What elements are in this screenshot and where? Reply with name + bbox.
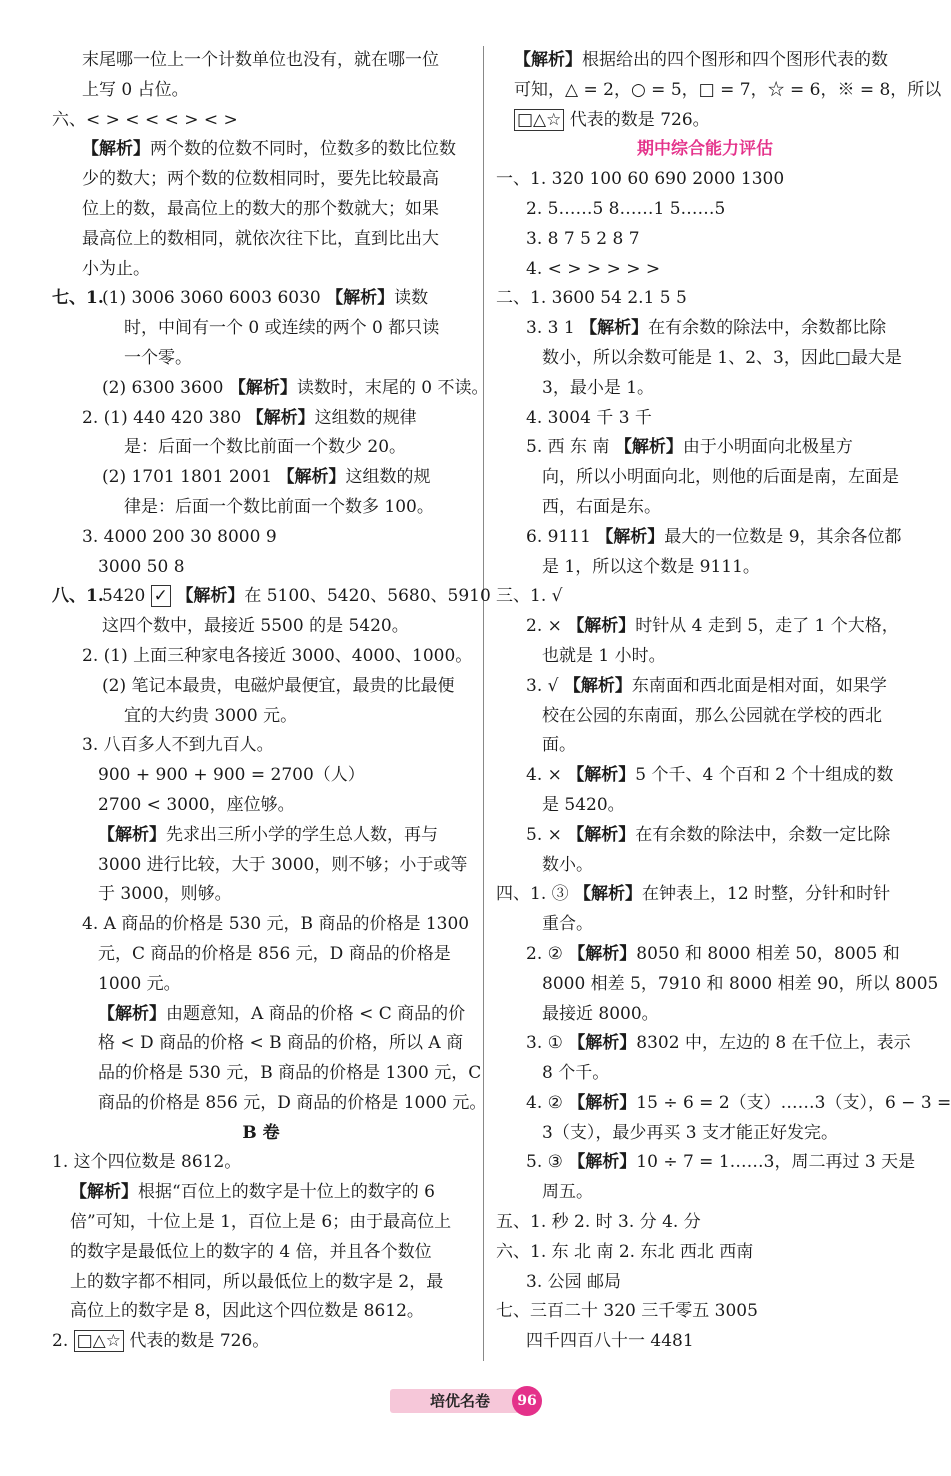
line-text: 5. × 【解析】在有余数的除法中，余数一定比除 xyxy=(526,824,891,845)
answer-line xyxy=(52,374,489,404)
answer-line xyxy=(52,642,473,672)
line-text: 可知，△ = 2，○ = 5，□ = 7，☆ = 6，※ = 8，所以 xyxy=(514,79,942,100)
answer-line xyxy=(52,344,470,374)
answer-line xyxy=(496,225,914,255)
answer-line xyxy=(496,195,914,225)
line-text: 5420 ✓ 【解析】在 5100、5420、5680、5910 xyxy=(102,586,491,607)
line-text: 3000 进行比较，大于 3000，则不够；小于或等 xyxy=(98,854,468,875)
answer-line xyxy=(52,612,470,642)
line-text: 3. 八百多人不到九百人。 xyxy=(82,735,274,756)
line-text: 面。 xyxy=(542,735,576,756)
line-text: 3. √ 【解析】东南面和西北面是相对面，如果学 xyxy=(526,675,887,696)
answer-line xyxy=(496,791,914,821)
line-text: 3. 4000 200 30 8000 9 xyxy=(82,526,277,547)
answer-line xyxy=(496,612,914,642)
line-text: 四、1. ③ 【解析】在钟表上，12 时整，分针和时针 xyxy=(496,884,891,905)
answer-line xyxy=(496,1119,914,1149)
answer-line xyxy=(52,1327,470,1357)
line-text: 商品的价格是 856 元，D 商品的价格是 1000 元。 xyxy=(98,1092,487,1113)
answer-line xyxy=(496,1089,951,1119)
line-text: 的数字是最低位上的数字的 4 倍，并且各个数位 xyxy=(70,1241,432,1262)
answer-line xyxy=(496,702,914,732)
answer-line xyxy=(52,1208,470,1238)
line-text: 4. 3004 千 3 千 xyxy=(526,407,652,428)
line-text: 【解析】根据“百位上的数字是十位上的数字的 6 xyxy=(70,1182,435,1203)
line-text: 也就是 1 小时。 xyxy=(542,645,666,666)
answer-line xyxy=(52,1148,470,1178)
line-text: 西，右面是东。 xyxy=(542,496,661,517)
section-title xyxy=(52,1119,470,1149)
line-text: (2) 6300 3600 【解析】读数时，末尾的 0 不读。 xyxy=(102,377,489,398)
answer-line xyxy=(52,195,470,225)
line-text: 2. 5……5 8……1 5……5 xyxy=(526,198,726,219)
answer-line xyxy=(52,284,470,314)
answer-line xyxy=(496,523,914,553)
page-number: 96 xyxy=(512,1386,542,1416)
answer-line xyxy=(496,493,914,523)
line-text: 上写 0 占位。 xyxy=(82,79,189,100)
answer-line xyxy=(496,851,914,881)
answer-line xyxy=(52,672,470,702)
line-text: 五、1. 秒 2. 时 3. 分 4. 分 xyxy=(496,1212,701,1233)
line-text: 3，最小是 1。 xyxy=(542,377,655,398)
line-text: 5. ③ 【解析】10 ÷ 7 = 1……3，周二再过 3 天是 xyxy=(526,1152,916,1173)
answer-line xyxy=(52,225,470,255)
line-text: 2. (1) 上面三种家电各接近 3000、4000、1000。 xyxy=(82,645,473,666)
line-text: 3. 公园 邮局 xyxy=(526,1271,622,1292)
answer-line xyxy=(496,1268,914,1298)
line-text: 4. ② 【解析】15 ÷ 6 = 2（支）……3（支），6 − 3 = xyxy=(526,1092,951,1113)
answer-line xyxy=(52,46,470,76)
answer-line xyxy=(496,284,914,314)
answer-line xyxy=(496,106,914,136)
answer-line xyxy=(52,493,470,523)
answer-line xyxy=(496,910,914,940)
answer-line xyxy=(52,1029,470,1059)
answer-line xyxy=(52,404,470,434)
line-text: 是：后面一个数比前面一个数少 20。 xyxy=(124,437,407,458)
line-text: (2) 笔记本最贵，电磁炉最便宜，最贵的比最便 xyxy=(102,675,455,696)
answer-line xyxy=(496,1178,914,1208)
answer-line xyxy=(52,135,470,165)
answer-line xyxy=(496,433,914,463)
line-text: 三、1. √ xyxy=(496,586,563,607)
line-text: 校在公园的东南面，那么公园就在学校的西北 xyxy=(542,705,882,726)
line-text: 8 个千。 xyxy=(542,1063,610,1084)
line-text: 是 1，所以这个数是 9111。 xyxy=(542,556,760,577)
line-text: 【解析】根据给出的四个图形和四个图形代表的数 xyxy=(514,50,888,70)
line-text: 格 < D 商品的价格 < B 商品的价格，所以 A 商 xyxy=(98,1033,464,1054)
answer-line xyxy=(496,1238,914,1268)
answer-line xyxy=(496,582,914,612)
answer-line xyxy=(496,553,914,583)
answer-line xyxy=(496,76,942,106)
line-text: 少的数大；两个数的位数相同时，要先比较最高 xyxy=(82,169,439,190)
line-text: 周五。 xyxy=(542,1182,593,1203)
answer-line xyxy=(52,940,470,970)
line-text: 于 3000，则够。 xyxy=(98,884,232,905)
page-footer xyxy=(390,1386,560,1416)
line-text: 最接近 8000。 xyxy=(542,1003,659,1024)
answer-line xyxy=(52,1297,470,1327)
column-divider xyxy=(483,46,484,1361)
right-column xyxy=(496,46,951,1357)
answer-line xyxy=(52,821,470,851)
line-text: 小为止。 xyxy=(82,258,150,279)
answer-line xyxy=(496,1000,914,1030)
line-text: 律是：后面一个数比前面一个数多 100。 xyxy=(124,496,434,517)
answer-line xyxy=(496,1327,914,1357)
line-text: 4. A 商品的价格是 530 元，B 商品的价格是 1300 xyxy=(82,914,470,935)
answer-line xyxy=(52,523,470,553)
line-text: 5. 西 东 南 【解析】由于小明面向北极星方 xyxy=(526,437,853,458)
line-text: 是 5420。 xyxy=(542,794,625,815)
answer-line xyxy=(52,463,470,493)
answer-line xyxy=(52,76,470,106)
line-text: 【解析】两个数的位数不同时，位数多的数比位数 xyxy=(82,139,456,160)
line-text: 六、1. 东 北 南 2. 东北 西北 西南 xyxy=(496,1241,754,1262)
answer-line xyxy=(496,1297,914,1327)
line-text: 3000 50 8 xyxy=(98,556,185,577)
answer-line xyxy=(52,1059,482,1089)
line-text: 3. 3 1 【解析】在有余数的除法中，余数都比除 xyxy=(526,318,887,339)
line-text: 位上的数，最高位上的数大的那个数就大；如果 xyxy=(82,198,439,219)
answer-line xyxy=(52,851,470,881)
section-number: 七、1. xyxy=(52,288,104,309)
line-text: 品的价格是 530 元，B 商品的价格是 1300 元，C xyxy=(98,1063,482,1084)
line-text: 【解析】先求出三所小学的学生总人数，再与 xyxy=(98,824,438,845)
line-text: 8000 相差 5，7910 和 8000 相差 90，所以 8005 xyxy=(542,973,939,994)
answer-line xyxy=(496,821,914,851)
line-text: 这四个数中，最接近 5500 的是 5420。 xyxy=(102,616,409,637)
answer-line xyxy=(52,582,491,612)
line-text: 期中综合能力评估 xyxy=(637,139,773,160)
answer-line xyxy=(496,642,914,672)
answer-line xyxy=(52,761,470,791)
answer-line xyxy=(496,761,914,791)
line-text: 2. × 【解析】时针从 4 走到 5，走了 1 个大格， xyxy=(526,616,899,637)
line-text: 1000 元。 xyxy=(98,973,181,994)
answer-line xyxy=(52,106,470,136)
answer-line xyxy=(52,433,470,463)
line-text: 【解析】由题意知，A 商品的价格 < C 商品的价 xyxy=(98,1003,466,1024)
line-text: 向，所以小明面向北，则他的后面是南，左面是 xyxy=(542,467,899,488)
line-text: 2. (1) 440 420 380 【解析】这组数的规律 xyxy=(82,407,417,428)
answer-line xyxy=(496,404,914,434)
answer-line xyxy=(52,1178,470,1208)
answer-line xyxy=(496,970,939,1000)
line-text: 上的数字都不相同，所以最低位上的数字是 2，最 xyxy=(70,1271,444,1292)
answer-line xyxy=(52,553,470,583)
line-text: 元，C 商品的价格是 856 元，D 商品的价格是 xyxy=(98,943,451,964)
answer-line xyxy=(496,731,914,761)
line-text: 2700 < 3000，座位够。 xyxy=(98,794,295,815)
answer-line xyxy=(52,910,470,940)
answer-line xyxy=(496,1148,914,1178)
line-text: 4. < > > > > > xyxy=(526,258,661,279)
line-text: 6. 9111 【解析】最大的一位数是 9，其余各位都 xyxy=(526,526,902,547)
line-text: 七、三百二十 320 三千零五 3005 xyxy=(496,1301,758,1322)
answer-line xyxy=(496,46,914,76)
section-number: 八、1. xyxy=(52,586,104,607)
answer-line xyxy=(496,672,914,702)
answer-line xyxy=(52,165,470,195)
answer-line xyxy=(52,1268,470,1298)
answer-line xyxy=(52,1000,470,1030)
answer-line xyxy=(52,702,470,732)
answer-line xyxy=(52,255,470,285)
line-text: 一个零。 xyxy=(124,347,192,368)
line-text: (2) 1701 1801 2001 【解析】这组数的规 xyxy=(102,467,431,488)
line-text: 高位上的数字是 8，因此这个四位数是 8612。 xyxy=(70,1301,424,1322)
line-text: 4. × 【解析】5 个千、4 个百和 2 个十组成的数 xyxy=(526,765,894,786)
answer-line xyxy=(496,880,914,910)
line-text: 末尾哪一位上一个计数单位也没有，就在哪一位 xyxy=(82,50,439,70)
answer-line xyxy=(52,1238,470,1268)
line-text: (1) 3006 3060 6003 6030 【解析】读数 xyxy=(102,288,429,309)
line-text: 3. ① 【解析】8302 中，左边的 8 在千位上，表示 xyxy=(526,1033,911,1054)
line-text: 时，中间有一个 0 或连续的两个 0 都只读 xyxy=(124,318,440,339)
answer-line xyxy=(52,731,470,761)
answer-line xyxy=(496,374,914,404)
answer-line xyxy=(496,1208,914,1238)
answer-line xyxy=(496,165,914,195)
brand-label: 培优名卷 xyxy=(390,1389,530,1413)
answer-line xyxy=(496,940,914,970)
answer-line xyxy=(52,970,470,1000)
line-text: 宜的大约贵 3000 元。 xyxy=(124,705,298,726)
line-text: B 卷 xyxy=(242,1122,280,1143)
line-text: 二、1. 3600 54 2.1 5 5 xyxy=(496,288,687,309)
line-text: 3. 8 7 5 2 8 7 xyxy=(526,228,640,249)
line-text: 2. ② 【解析】8050 和 8000 相差 50，8005 和 xyxy=(526,943,900,964)
answer-line xyxy=(52,880,470,910)
line-text: 重合。 xyxy=(542,914,593,935)
answer-line xyxy=(496,1029,914,1059)
line-text: 3（支），最少再买 3 支才能正好发完。 xyxy=(542,1122,838,1143)
line-text: 数小，所以余数可能是 1、2、3，因此□最大是 xyxy=(542,347,902,368)
answer-line xyxy=(496,344,914,374)
line-text: 2. □△☆ 代表的数是 726。 xyxy=(52,1331,270,1352)
answer-line xyxy=(496,463,914,493)
answer-line xyxy=(52,791,470,821)
answer-line xyxy=(52,1089,487,1119)
line-text: 最高位上的数相同，就依次往下比，直到比出大 xyxy=(82,228,439,249)
line-text: 一、1. 320 100 60 690 2000 1300 xyxy=(496,169,785,190)
line-text: 倍”可知，十位上是 1，百位上是 6；由于最高位上 xyxy=(70,1212,452,1233)
left-column xyxy=(52,46,491,1357)
answer-line xyxy=(496,1059,914,1089)
line-text: 六、< > < < < > < > xyxy=(52,109,238,130)
line-text: 数小。 xyxy=(542,854,593,875)
answer-line xyxy=(496,314,914,344)
line-text: □△☆ 代表的数是 726。 xyxy=(514,110,710,130)
answer-line xyxy=(496,255,914,285)
line-text: 四千四百八十一 4481 xyxy=(526,1331,694,1352)
line-text: 1. 这个四位数是 8612。 xyxy=(52,1152,242,1173)
answer-line xyxy=(52,314,470,344)
section-title xyxy=(496,135,914,165)
line-text: 900 + 900 + 900 = 2700（人） xyxy=(98,765,365,786)
